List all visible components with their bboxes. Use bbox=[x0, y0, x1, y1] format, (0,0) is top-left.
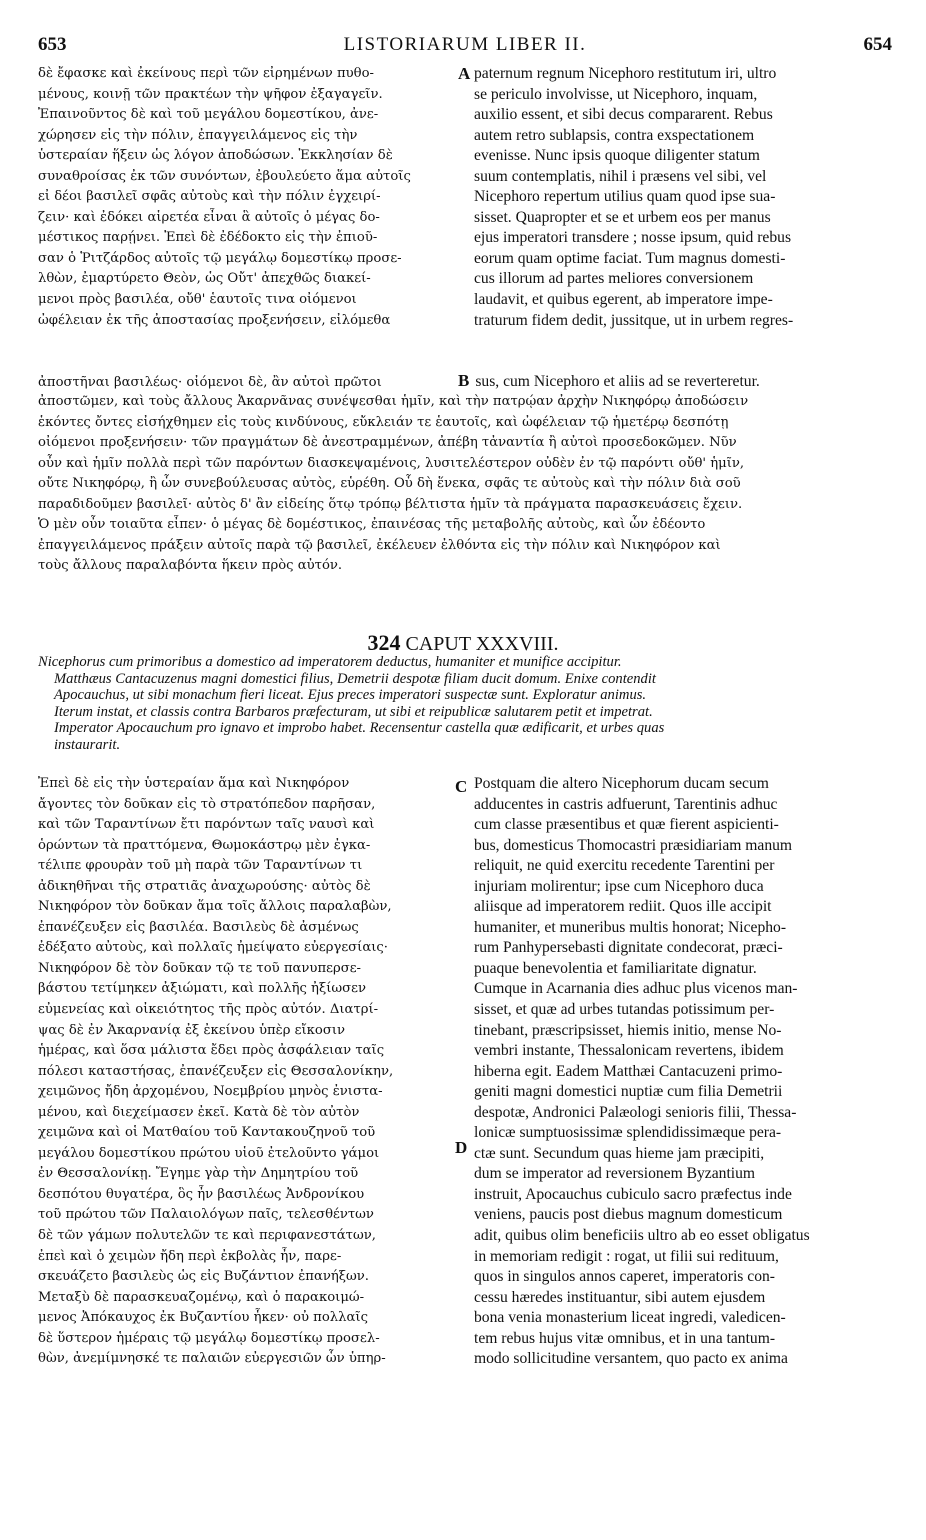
page-number-right: 654 bbox=[863, 34, 892, 55]
greek-text-line: Ἐπεὶ δὲ εἰς τὴν ὑστεραίαν ἅμα καὶ Νικηφόρον bbox=[38, 776, 350, 791]
greek-text-line: μεγάλου δομεστίκου πρώτου υἱοῦ ἐτελοῦντο γάμοι bbox=[38, 1145, 380, 1161]
greek-text-line: Ἐπαινοῦντος δὲ καὶ τοῦ μεγάλου δομεστίκου, ἀνε- bbox=[38, 107, 379, 123]
greek-text-line: μενοι πρὸς βασιλέα, οὔθ' ἑαυτοῖς τινα οἰόμενοι bbox=[38, 292, 357, 308]
mixed-line-greek: ἀποστῆναι βασιλέως· οἰόμενοι δὲ, ἂν αὐτοὶ πρῶτοι bbox=[38, 375, 382, 390]
latin-text-line: bus, domesticus Thomocastri præsidiariam manum bbox=[474, 836, 793, 854]
latin-text-line: se periculo involvisse, ut Nicephoro, inquam, bbox=[474, 85, 758, 103]
chapter-heading bbox=[0, 630, 926, 656]
chapter-summary bbox=[38, 654, 890, 753]
greek-text-line: ἡμέρας, καὶ ὅσα μάλιστα ἔδει πρὸς ἀσφάλειαν ταῖς bbox=[38, 1043, 385, 1059]
greek-text-line: βάστου τετίμηκεν ἀξιώματι, καὶ πολλῆς ἠξίωσεν bbox=[38, 981, 366, 997]
greek-text-line: τοὺς ἄλλους παραλαβόντα ἥκειν πρὸς αὐτόν. bbox=[38, 558, 343, 574]
greek-text-line: ἀδικηθῆναι τῆς στρατιᾶς ἀναχωρούσης· αὐτὸς δὲ bbox=[38, 878, 371, 894]
greek-text-line: παραδιδοῦμεν βασιλεῖ· αὐτὸς δ' ἂν εἰδείης ὅτῳ τρόπῳ βέλτιστα ἡμῖν τὰ πράγματα παρασκευάσεις ἔχειν. bbox=[38, 496, 743, 512]
greek-text-line: οὖν καὶ ἡμῖν πολλὰ περὶ τῶν παρόντων διασκεψαμένοις, λυσιτελέστερον οὐδὲν ἐν τῷ παρόντι οὔθ' ἡμῖν, bbox=[38, 455, 745, 471]
summary-line: Apocauchus, ut sibi monachum fieri liceat. Ejus preces imperatori suspectæ sunt. Exploratur animus. bbox=[54, 687, 647, 703]
greek-text-line: ἄγοντες τὸν δοῦκαν εἰς τὸ στρατόπεδον παρῆσαν, bbox=[38, 796, 376, 812]
latin-text-line: lonicæ sumptuosissimæ splendidissimæque pera- bbox=[474, 1124, 782, 1142]
greek-text-line: ἐπεὶ καὶ ὁ χειμὼν ἤδη περὶ ἐκβολὰς ἦν, παρε- bbox=[38, 1248, 342, 1264]
margin-marker-d: D bbox=[455, 1138, 468, 1157]
latin-text-line: quos in singulos annos caperet, imperatoris con- bbox=[474, 1268, 775, 1286]
greek-text-line: εὐμενείας καὶ οἰκειότητος τῆς πρὸς αὐτόν. Διατρί- bbox=[38, 1002, 379, 1018]
greek-text-line: ὑστεραίαν ἥξειν ὡς λόγον ἀποδώσων. Ἐκκλησίαν δὲ bbox=[38, 148, 393, 164]
greek-text-line: καὶ τῶν Ταραντίνων ἔτι παρόντων ταῖς ναυσὶ καὶ bbox=[38, 817, 375, 833]
chapter-number: 324 bbox=[367, 630, 401, 655]
latin-text-line: adit, quibus olim beneficiis ultro ab eo esset obligatus bbox=[474, 1227, 810, 1245]
summary-line: Matthæus Cantacuzenus magni domestici filius, Demetrii despotæ filiam ducit domum. Enixe contendit bbox=[54, 670, 656, 687]
summary-line: Nicephorus cum primoribus a domestico ad imperatorem deductus, humaniter et munifice accipitur. bbox=[38, 654, 622, 670]
latin-text-line: paternum regnum Nicephoro restitutum iri, ultro bbox=[474, 65, 777, 82]
latin-text-line: sisset. Quapropter et se et urbem eos per manus bbox=[474, 208, 771, 226]
mixed-line bbox=[38, 371, 890, 392]
latin-text-line: rum Panhypersebasti dignitate condecorat, præci- bbox=[474, 939, 783, 957]
latin-text-line: Cumque in Acarnania dies adhuc plus vicenos man- bbox=[474, 980, 798, 998]
latin-text-line: despotæ, Andronici Palæologi senioris filii, Thessa- bbox=[474, 1103, 797, 1121]
greek-text-line: χειμῶνος ἤδη ἀρχομένου, Νοεμβρίου μηνὸς ἐνιστα- bbox=[38, 1084, 383, 1100]
latin-text-line: adducentes in castris adfuerunt, Tarentinis adhuc bbox=[474, 795, 778, 813]
chapter-title: CAPUT XXXVIII. bbox=[405, 633, 559, 655]
latin-text-line: ejus imperatori transdere ; nosse ipsum, quid rebus bbox=[474, 229, 792, 247]
latin-text-line: bona venia monasterium liceat ingredi, valedicen- bbox=[474, 1309, 786, 1327]
latin-text-line: cus illorum ad partes meliores conversionem bbox=[474, 270, 754, 288]
running-title: LISTORIARUM LIBER II. bbox=[343, 34, 587, 55]
greek-text-line: θὼν, ἀνεμίμνησκέ τε παλαιῶν εὐεργεσιῶν ὧν ὑπηρ- bbox=[38, 1351, 386, 1367]
latin-text-line: in memoriam redigit : rogat, ut filii sui redituum, bbox=[474, 1247, 779, 1265]
latin-text-line: sisset, et quæ ad urbes tutandas potissimum per- bbox=[474, 1001, 775, 1019]
page-number-left: 653 bbox=[38, 34, 67, 55]
latin-text-line: hiberna egit. Eadem Matthæi Cantacuzeni primo- bbox=[474, 1062, 783, 1080]
greek-text-line: δεσπότου θυγατέρα, ὃς ἦν βασιλέως Ἀνδρονίκου bbox=[38, 1186, 365, 1202]
latin-text-line: humaniter, et muneribus multis honorat; Nicepho- bbox=[474, 918, 787, 936]
greek-text-line: λθὼν, ἐμαρτύρετο Θεὸν, ὡς Οὔτ' ἀπεχθῶς διακεί- bbox=[38, 271, 371, 287]
latin-text-line: puaque benevolentia et familiaritate dignatur. bbox=[474, 959, 757, 977]
latin-text-line: auxilio essent, et sibi decus compararent. Rebus bbox=[474, 106, 773, 124]
latin-text-line: geniti magni domestici nuptiæ cum filia Demetrii bbox=[474, 1083, 783, 1101]
greek-text-line: σαν ὁ Ῥιτζάρδος αὐτοῖς τῷ μεγάλῳ δομεστίκῳ προσε- bbox=[38, 250, 402, 266]
greek-text-line: ὁρώντων τὰ πραττόμενα, Θωμοκάστρῳ μὲν ἐγκα- bbox=[38, 837, 371, 853]
latin-text-line: vembri instante, Thessalonicam revertens, ibidem bbox=[474, 1042, 784, 1060]
latin-text-line: reliquit, ne quid exercitu recedente Tarentini per bbox=[474, 857, 775, 875]
greek-text-line: συναθροίσας ἐκ τῶν συνόντων, ἐβουλεύετο ἅμα αὐτοῖς bbox=[38, 168, 411, 184]
greek-text-line: χώρησεν εἰς τὴν πόλιν, ἐπαγγειλάμενος εἰς τὴν bbox=[38, 127, 358, 143]
latin-text-line: injuriam molirentur; ipse cum Nicephoro duca bbox=[474, 877, 764, 895]
latin-column-top bbox=[474, 64, 890, 331]
page-header bbox=[38, 34, 892, 58]
latin-text-line: tem rebus hujus vitæ omnibus, et in una tantum- bbox=[474, 1329, 776, 1347]
greek-column-top bbox=[38, 64, 453, 331]
latin-text-line: evenisse. Nunc ipsis quoque diligenter statum bbox=[474, 147, 760, 165]
greek-text-line: ὠφέλειαν ἐκ τῆς ἀποστασίας προξενήσειν, εἰλόμεθα bbox=[38, 312, 391, 328]
greek-text-line: Νικηφόρον δὲ τὸν δοῦκαν τῷ τε τοῦ πανυπερσε- bbox=[38, 960, 361, 976]
latin-text-line: cessu hæredes instituantur, sibi autem ejusdem bbox=[474, 1288, 766, 1306]
greek-text-line: δὲ τῶν γάμων πολυτελῶν τε καὶ περιφανεστάτων, bbox=[38, 1228, 376, 1244]
greek-text-line: Νικηφόρον τὸν δοῦκαν ἅμα τοῖς ἄλλοις παραλαβὼν, bbox=[38, 899, 392, 915]
greek-text-line: Ὁ μὲν οὖν τοιαῦτα εἶπεν· ὁ μέγας δὲ δομέστικος, ἐπαινέσας τῆς μεταβολῆς αὐτοὺς, καὶ ὧν ἐδέοντο bbox=[38, 517, 706, 533]
mixed-line-latin: sus, cum Nicephoro et aliis ad se reverteretur. bbox=[475, 373, 760, 390]
greek-text-line: ἐπανέζευξεν εἰς βασιλέα. Βασιλεὺς δὲ ἀσμένως bbox=[38, 919, 359, 935]
latin-text-line: cum classe præsentibus et quæ fierent aspicienti- bbox=[474, 816, 779, 834]
greek-text-line: οὔτε Νικηφόρῳ, ἢ ὧν συνεβούλευσας αὐτὸς, εὑρέθη. Οὗ δὴ ἕνεκα, σφᾶς τε αὐτοὺς καὶ τὴν πόλιν διὰ σοῦ bbox=[38, 476, 741, 492]
summary-line: Iterum instat, et classis contra Barbaros præfecturam, ut sibi et reipublicæ salutarem petit et impetrat. bbox=[54, 703, 653, 720]
greek-text-line: ζειν· καὶ ἐδόκει αἱρετέα εἶναι ἃ αὐτοῖς ὁ μέγας δο- bbox=[38, 209, 380, 225]
latin-text-line: dum se imperator ad reversionem Byzantium bbox=[474, 1165, 756, 1183]
greek-text-line: ἐδέξατο αὐτοὺς, καὶ πολλαῖς ἠμείψατο εὐεργεσίαις· bbox=[38, 940, 388, 956]
greek-text-line: πόλεσι καταστήσας, ἐπανέζευξεν εἰς Θεσσαλονίκην, bbox=[38, 1063, 394, 1079]
latin-text-line: modo sollicitudine versantem, quo pacto ex anima bbox=[474, 1350, 788, 1368]
greek-text-line: μέστικος παρῄνει. Ἐπεὶ δὲ ἐδέδοκτο εἰς τὴν ἐπιοῦ- bbox=[38, 230, 378, 246]
latin-text-line: suum contemplatis, nihil i præsens vel sibi, vel bbox=[474, 167, 767, 185]
latin-text-line: veniens, paucis post diebus magnum domesticum bbox=[474, 1206, 783, 1224]
latin-text-line: traturum fidem dedit, jussitque, ut in urbem regres- bbox=[474, 311, 794, 329]
latin-text-line: autem retro sublapsis, contra exspectationem bbox=[474, 126, 755, 144]
greek-text-line: ἑκόντες ὄντες εἰσήχθημεν εἰς τοὺς κινδύνους, εὔκλειάν τε ἑαυτοῖς, καὶ ὠφέλειαν τῷ ἡμετέρῳ δεσπότῃ bbox=[38, 414, 729, 430]
greek-text-line: Μεταξὺ δὲ παρασκευαζομένῳ, καὶ ὁ παρακοιμώ- bbox=[38, 1289, 365, 1305]
greek-text-line: ἐπαγγειλάμενος πράξειν αὐτοῖς παρὰ τῷ βασιλεῖ, ἐκέλευεν ἐλθόντα εἰς τὴν πόλιν καὶ Νικηφόρον καὶ bbox=[38, 537, 721, 553]
summary-line: Imperator Apocauchum pro ignavo et improbo habet. Recensentur castella quæ ædificarit, et urbes quas bbox=[54, 720, 665, 736]
greek-text-line: μένους, κοινῇ τῶν πρακτέων τὴν ψῆφον ἐξαγαγεῖν. bbox=[38, 86, 383, 102]
greek-text-line: δὲ ὕστερον ἡμέραις τῷ μεγάλῳ δομεστίκῳ προσελ- bbox=[38, 1330, 380, 1346]
greek-text-line: σκευάζετο βασιλεὺς ὡς εἰς Βυζάντιον ἐπανήξων. bbox=[38, 1269, 369, 1285]
margin-marker-b: B bbox=[458, 371, 470, 390]
greek-text-line: ψας δὲ ἐν Ἀκαρνανίᾳ ἐξ ἐκείνου ὑπὲρ εἴκοσιν bbox=[38, 1022, 346, 1038]
latin-text-line: Nicephoro repertum utilius quam quod ipse sua- bbox=[474, 188, 776, 206]
greek-text-line: τοῦ πρώτου τῶν Παλαιολόγων παῖς, τελεσθέντων bbox=[38, 1207, 374, 1223]
latin-text-line: eorum quam optime faciat. Tum magnus domesti- bbox=[474, 249, 786, 267]
summary-line: instaurarit. bbox=[54, 736, 121, 753]
latin-text-line: tinebant, præscripsisset, hiemis initio, mense No- bbox=[474, 1021, 782, 1039]
latin-text-line: laudavit, et quibus egerent, ab imperatore impe- bbox=[474, 291, 773, 309]
margin-marker-c: C bbox=[455, 777, 468, 796]
latin-text-line: Postquam die altero Nicephorum ducam secum bbox=[474, 775, 769, 792]
greek-text-line: μενος Ἀπόκαυχος ἐκ Βυζαντίου ἧκεν· οὐ πολλαῖς bbox=[38, 1310, 368, 1326]
greek-text-line: ἐν Θεσσαλονίκῃ. Ἔγημε γὰρ τὴν Δημητρίου τοῦ bbox=[38, 1166, 359, 1182]
greek-text-line: οἰόμενοι προξενήσειν· τῶν πραγμάτων δὲ ἀνεστραμμένων, ἀπέβη τἀναντία ἢ αὐτοὶ προσεδοκῶμεν. Νῦν bbox=[38, 435, 737, 451]
greek-text-line: δὲ ἔφασκε καὶ ἐκείνους περὶ τῶν εἰρημένων πυθο- bbox=[38, 66, 375, 81]
greek-text-line: χειμῶνα καὶ οἱ Ματθαίου τοῦ Καντακουζηνοῦ τοῦ bbox=[38, 1125, 376, 1141]
greek-text-line: ἀποστῶμεν, καὶ τοὺς ἄλλους Ἀκαρνᾶνας συνέψεσθαι ἡμῖν, καὶ τὴν πατρῴαν ἀρχὴν Νικηφόρῳ ἀποδώσειν bbox=[38, 394, 749, 409]
greek-text-line: τέλιπε φρουρὰν τοῦ μὴ παρὰ τῶν Ταραντίνων τι bbox=[38, 858, 363, 874]
greek-fullwidth-paragraph bbox=[38, 392, 890, 577]
latin-text-line: ctæ sunt. Secundum quas hieme jam præcipiti, bbox=[474, 1144, 765, 1162]
greek-column-bottom bbox=[38, 774, 453, 1370]
greek-text-line: εἰ δέοι βασιλεῖ σφᾶς αὐτοὺς καὶ τὴν πόλιν ἐγχειρί- bbox=[38, 189, 381, 205]
latin-text-line: aliisque ad imperatorem rediit. Quos ille accipit bbox=[474, 898, 772, 916]
margin-marker-a: A bbox=[458, 64, 471, 83]
latin-text-line: instruit, Apocauchus cubiculo sacro præfectus inde bbox=[474, 1185, 792, 1203]
latin-column-bottom bbox=[474, 774, 890, 1370]
greek-text-line: μένου, καὶ διεχείμασεν ἐκεῖ. Κατὰ δὲ τὸν αὐτὸν bbox=[38, 1104, 360, 1120]
